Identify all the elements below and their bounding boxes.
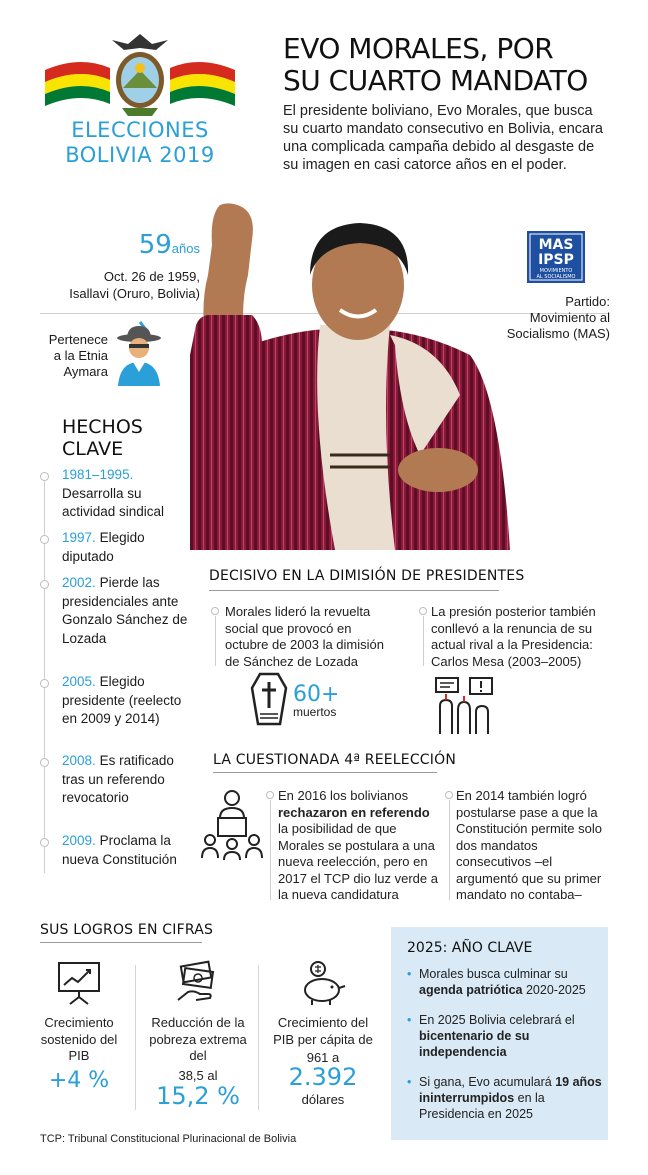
column-separator <box>135 965 136 1110</box>
timeline-year: 2002. <box>62 575 96 590</box>
reeleccion-left-pre: En 2016 los bolivianos <box>278 788 409 803</box>
reeleccion-left-text <box>278 788 438 904</box>
timeline-text: Es ratificado tras un referendo revocatorio <box>62 753 174 805</box>
bullet-line <box>449 800 450 900</box>
ano-clave-item <box>407 1074 603 1122</box>
coffin-icon <box>250 672 288 726</box>
timeline-dot <box>40 535 49 544</box>
timeline-item <box>62 466 190 522</box>
item-text: En 2025 Bolivia celebrará el <box>419 1013 575 1027</box>
bullet-icon: • <box>407 967 412 981</box>
capita-unit: dólares <box>301 1092 345 1107</box>
timeline-dot <box>40 679 49 688</box>
capita-from: 961 a <box>306 1050 340 1065</box>
intro-paragraph: El presidente boliviano, Evo Morales, que busca su cuarto mandato consecutivo en Bolivia, encara una complicada campaña debido al desgaste de su imagen en casi catorce años en el poder. <box>283 103 603 173</box>
section-underline <box>209 590 499 591</box>
item-bold: agenda patriótica <box>419 983 523 997</box>
page-title-line-1: EVO MORALES, POR <box>283 32 554 65</box>
timeline-year: 1981–1995. <box>62 467 134 482</box>
ano-clave-item <box>407 966 603 998</box>
protest-hands-icon <box>434 676 494 736</box>
growth-chart-board-icon <box>56 960 102 1006</box>
item-text: en la Presidencia en 2025 <box>419 1091 545 1121</box>
timeline-dot <box>40 472 49 481</box>
timeline-text: Desarrolla su actividad sindical <box>62 485 165 519</box>
birth-info <box>60 268 200 302</box>
timeline-dot <box>40 580 49 589</box>
ethnic-info <box>30 332 108 380</box>
birth-place: Isallavi (Oruro, Bolivia) <box>69 286 200 301</box>
party-label: Partido: <box>565 294 610 309</box>
dead-count: 60+ <box>293 682 340 707</box>
item-bold: 19 años ininterrumpidos <box>419 1075 602 1105</box>
pobreza-value: 15,2 % <box>156 1082 240 1110</box>
timeline-year: 2008. <box>62 753 96 768</box>
ano-clave-item <box>407 1012 603 1060</box>
mas-ipsp-logo <box>527 231 585 283</box>
timeline-year: 2009. <box>62 833 96 848</box>
section-underline <box>213 772 437 773</box>
evo-morales-photo <box>190 195 510 550</box>
ethnic-line-2: a la Etnia <box>53 348 108 363</box>
hechos-clave-title <box>62 416 143 460</box>
item-text: Si gana, Evo acumulará <box>419 1075 552 1089</box>
reeleccion-right-text: En 2014 también logró postularse pase a que la Constitución permite solo dos mandatos consecutivos –el argumentó que su primer mandato no contaba– <box>456 788 602 902</box>
timeline-text: Elegido diputado <box>62 530 145 564</box>
reeleccion-left-post: la posibilidad de que Morales se postulara a una nueva reelección, pero en 2017 el TCP dio luz verde a la nueva candidatura <box>278 821 438 902</box>
elections-title-line-1: ELECCIONES <box>71 118 209 142</box>
timeline-item <box>62 752 190 808</box>
party-info <box>470 294 610 342</box>
ano-clave-title: 2025: AÑO CLAVE <box>407 940 533 956</box>
capita-label: Crecimiento del PIB per cápita de <box>273 1015 373 1047</box>
party-logo-mas: MAS <box>538 237 574 253</box>
party-logo-sub-2: AL SOCIALISMO <box>536 274 576 280</box>
party-logo-ipsp: IPSP <box>538 252 574 268</box>
timeline-item <box>62 832 190 869</box>
pib-value: +4 % <box>48 1068 110 1093</box>
dead-label: muertos <box>293 705 337 719</box>
ethnic-line-1: Pertenece <box>48 332 108 347</box>
item-text: 2020-2025 <box>525 983 586 997</box>
timeline-year: 2005. <box>62 674 96 689</box>
timeline-item <box>62 529 190 566</box>
timeline-item <box>62 673 190 729</box>
decisivo-right-text: La presión posterior también conllevó a la renuncia de su actual rival a la Presidencia: Carlos Mesa (2003–2005) <box>431 604 596 669</box>
capita-value: 2.392 <box>288 1063 358 1091</box>
logros-title: SUS LOGROS EN CIFRAS <box>40 922 214 938</box>
reeleccion-left-bold: rechazaron en referendo <box>278 804 430 820</box>
pobreza-label: Reducción de la pobreza extrema del <box>149 1015 247 1063</box>
item-text: Morales busca culminar su <box>419 967 568 981</box>
elections-title-line-2: BOLIVIA 2019 <box>65 143 215 167</box>
reeleccion-title: LA CUESTIONADA 4ª REELECCIÓN <box>213 752 457 768</box>
bullet-line <box>215 616 216 666</box>
column-separator <box>258 965 259 1110</box>
party-name-2: Socialismo (MAS) <box>506 326 610 341</box>
hechos-title-line-2: CLAVE <box>62 438 124 460</box>
section-underline <box>40 942 202 943</box>
podium-voters-icon <box>200 788 264 860</box>
bullet-line <box>270 800 271 900</box>
pib-label: Crecimiento sostenido del PIB <box>40 1015 118 1063</box>
party-name-1: Movimiento al <box>529 310 610 325</box>
pobreza-from: 38,5 al <box>178 1068 218 1083</box>
money-hand-icon <box>174 960 220 1006</box>
bullet-line <box>423 616 424 666</box>
timeline-text: Proclama la nueva Constitución <box>62 833 177 867</box>
aymara-person-icon <box>112 320 166 386</box>
party-logo-sub-1: MOVIMIENTO <box>539 268 573 274</box>
page-title <box>283 33 643 97</box>
timeline-text: Elegido presidente (reelecto en 2009 y 2014) <box>62 674 182 726</box>
hechos-title-line-1: HECHOS <box>62 416 143 438</box>
age-number: 59 <box>138 230 172 260</box>
timeline-item <box>62 574 190 648</box>
ethnic-line-3: Aymara <box>63 364 108 379</box>
bullet-icon: • <box>407 1075 412 1089</box>
bullet-dot <box>211 607 219 615</box>
elections-title <box>40 118 240 168</box>
page-title-line-2: SU CUARTO MANDATO <box>283 64 588 97</box>
piggy-bank-icon <box>298 960 348 1006</box>
item-bold: bicentenario de su independencia <box>419 1029 530 1059</box>
timeline-dot <box>40 838 49 847</box>
timeline-dot <box>40 758 49 767</box>
bullet-dot <box>445 791 453 799</box>
timeline-text: Pierde las presidenciales ante Gonzalo Sánchez de Lozada <box>62 575 188 646</box>
decisivo-title: DECISIVO EN LA DIMISIÓN DE PRESIDENTES <box>209 568 525 584</box>
age-block <box>100 230 200 260</box>
age-unit: años <box>171 241 200 256</box>
decisivo-left-text: Morales lideró la revuelta social que provocó en octubre de 2003 la dimisión de Sánchez de Lozada <box>225 604 384 669</box>
bolivia-coat-of-arms-icon <box>40 30 240 120</box>
footnote: TCP: Tribunal Constitucional Plurinacional de Bolivia <box>40 1133 297 1145</box>
timeline-year: 1997. <box>62 530 96 545</box>
birth-date: Oct. 26 de 1959, <box>103 269 200 284</box>
bullet-dot <box>266 791 274 799</box>
bullet-dot <box>419 607 427 615</box>
bullet-icon: • <box>407 1013 412 1027</box>
